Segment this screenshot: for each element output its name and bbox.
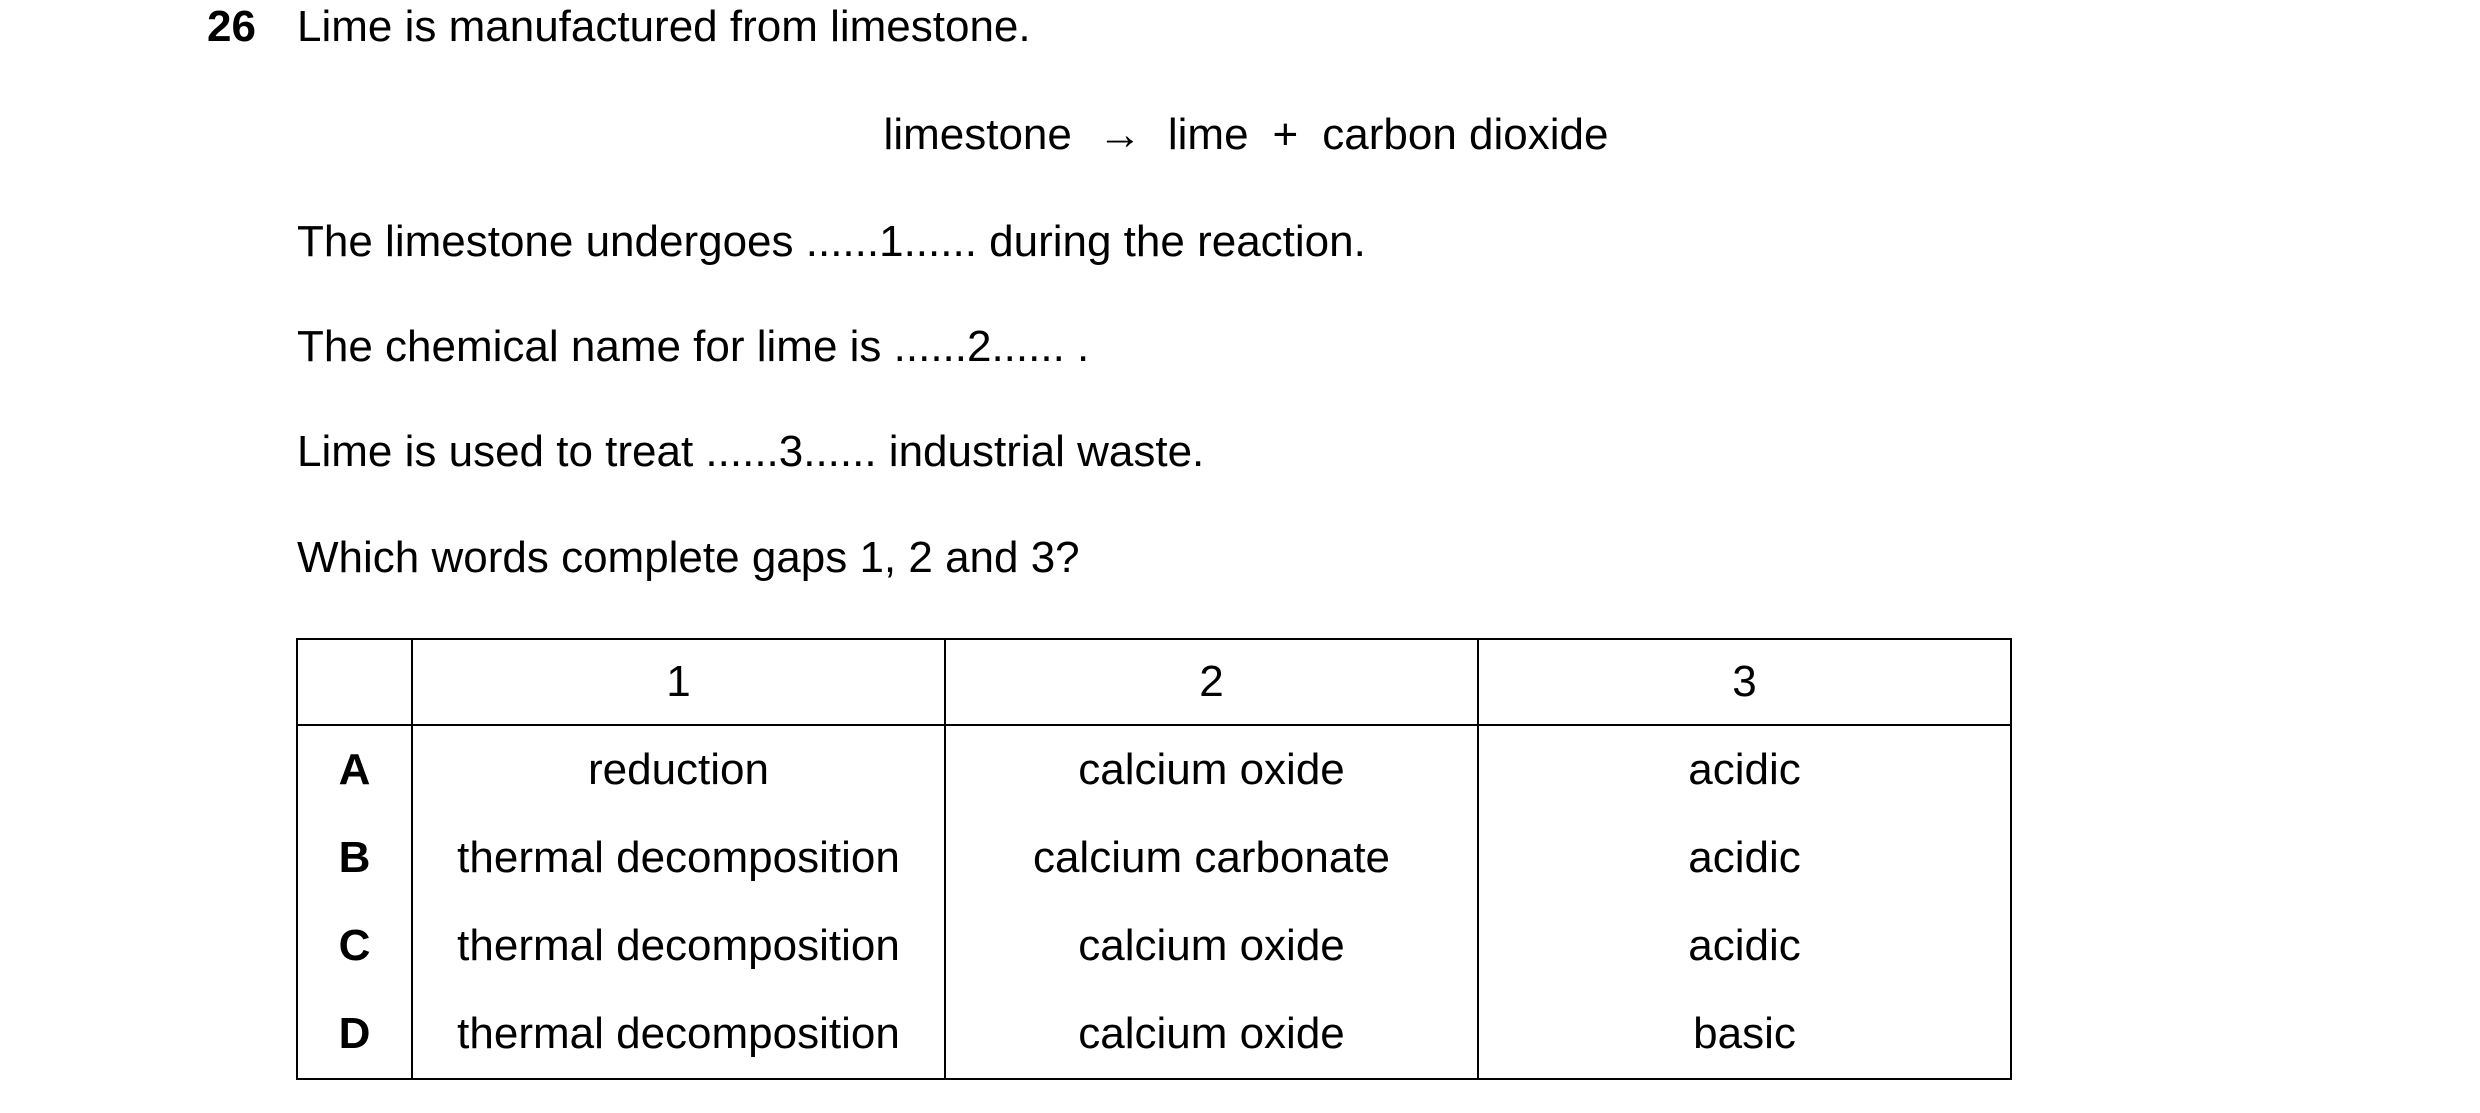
option-row-b[interactable] — [297, 814, 2011, 902]
option-gap-3-answer: acidic — [1478, 902, 2011, 990]
option-gap-3-answer: acidic — [1478, 725, 2011, 814]
answer-options-table — [296, 638, 2012, 1080]
question-prompt: Which words complete gaps 1, 2 and 3? — [297, 533, 1080, 582]
header-cell-blank — [297, 639, 412, 725]
question-number: 26 — [207, 2, 256, 51]
header-cell-gap-2: 2 — [945, 639, 1478, 725]
option-gap-1-answer: thermal decomposition — [412, 814, 945, 902]
option-gap-1-answer: thermal decomposition — [412, 902, 945, 990]
sentence-gap-2: The chemical name for lime is ......2...... . — [297, 322, 1090, 371]
equation-reactant: limestone — [883, 110, 1072, 159]
option-gap-1-answer: thermal decomposition — [412, 990, 945, 1079]
equation-plus: + — [1272, 110, 1299, 159]
equation-product-co2: carbon dioxide — [1322, 110, 1609, 159]
option-letter: A — [297, 725, 412, 814]
reaction-arrow: → — [1097, 110, 1142, 159]
option-row-c[interactable] — [297, 902, 2011, 990]
table-header-row — [297, 639, 2011, 725]
option-gap-2-answer: calcium oxide — [945, 902, 1478, 990]
option-gap-2-answer: calcium carbonate — [945, 814, 1478, 902]
sentence-gap-1: The limestone undergoes ......1...... during the reaction. — [297, 217, 1366, 266]
sentence-gap-3: Lime is used to treat ......3...... industrial waste. — [297, 427, 1205, 476]
word-equation — [0, 108, 2480, 162]
option-row-a[interactable] — [297, 725, 2011, 814]
question-intro: Lime is manufactured from limestone. — [297, 2, 1031, 51]
option-gap-3-answer: acidic — [1478, 814, 2011, 902]
header-cell-gap-3: 3 — [1478, 639, 2011, 725]
option-letter: D — [297, 990, 412, 1079]
header-cell-gap-1: 1 — [412, 639, 945, 725]
option-row-d[interactable] — [297, 990, 2011, 1079]
option-gap-1-answer: reduction — [412, 725, 945, 814]
equation-product-lime: lime — [1167, 110, 1249, 159]
option-gap-2-answer: calcium oxide — [945, 990, 1478, 1079]
option-gap-2-answer: calcium oxide — [945, 725, 1478, 814]
option-gap-3-answer: basic — [1478, 990, 2011, 1079]
option-letter: C — [297, 902, 412, 990]
option-letter: B — [297, 814, 412, 902]
